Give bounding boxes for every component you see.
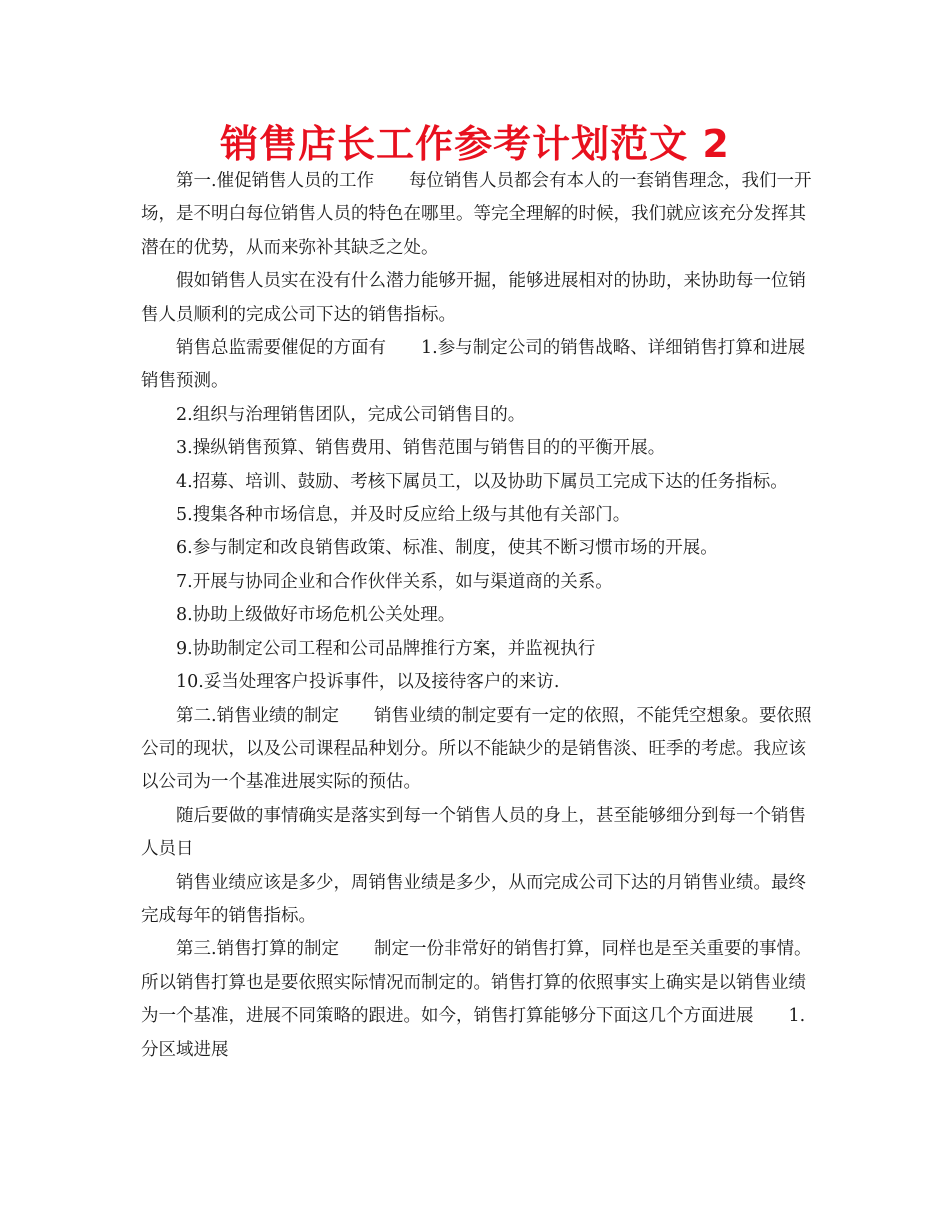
paragraph-item-3: 3.操纵销售预算、销售费用、销售范围与销售目的的平衡开展。 (176, 438, 666, 459)
paragraph-item-4: 4.招募、培训、鼓励、考核下属员工，以及协助下属员工完成下达的任务指标。 (176, 471, 788, 492)
paragraph-item-2: 2.组织与治理销售团队，完成公司销售目的。 (176, 404, 526, 425)
paragraph-section-3: 第三.销售打算的制定 制定一份非常好的销售打算，同样也是至关重要的事情。所以销售打算也是要依照实际情况而制定的。销售打算的依照事实上确实是以销售业绩为一个基准，进展不同策略的跟进。如今，销售打算能够分下面这几个方面进展 1.分区域进展 (141, 939, 812, 1060)
paragraph-daily-target: 随后要做的事情确实是落实到每一个销售人员的身上，甚至能够细分到每一个销售人员日 (141, 805, 806, 860)
document-title: 销售店长工作参考计划范文 2 (220, 122, 730, 166)
paragraph-director-item-1: 销售总监需要催促的方面有 1.参与制定公司的销售战略、详细销售打算和进展销售预测。 (141, 338, 806, 392)
paragraph-item-6: 6.参与制定和改良销售政策、标准、制度，使其不断习惯市场的开展。 (176, 538, 718, 559)
paragraph-item-10: 10.妥当处理客户投诉事件，以及接待客户的来访. (176, 672, 560, 693)
paragraph-item-9: 9.协助制定公司工程和公司品牌推行方案，并监视执行 (176, 638, 596, 659)
paragraph-item-5: 5.搜集各种市场信息，并及时反应给上级与其他有关部门。 (176, 505, 631, 526)
paragraph-section-2: 第二.销售业绩的制定 销售业绩的制定要有一定的依照，不能凭空想象。要依照公司的现状，以及公司课程品种划分。所以不能缺少的是销售淡、旺季的考虑。我应该以公司为一个基准进展实际的预估。 (141, 705, 812, 793)
paragraph-item-7: 7.开展与协同企业和合作伙伴关系，如与渠道商的关系。 (176, 571, 613, 592)
paragraph-section-1-intro: 第一.催促销售人员的工作 每位销售人员都会有本人的一套销售理念，我们一开场，是不明白每位销售人员的特色在哪里。等完全理解的时候，我们就应该充分发挥其潜在的优势，从而来弥补其缺乏之处。 (141, 171, 812, 258)
document-body (141, 165, 821, 1067)
paragraph-item-8: 8.协助上级做好市场危机公关处理。 (176, 605, 456, 626)
paragraph-weekly-target: 销售业绩应该是多少，周销售业绩是多少，从而完成公司下达的月销售业绩。最终完成每年的销售指标。 (141, 872, 806, 926)
paragraph-assist-sales: 假如销售人员实在没有什么潜力能够开掘，能够进展相对的协助，来协助每一位销售人员顺利的完成公司下达的销售指标。 (141, 271, 806, 325)
